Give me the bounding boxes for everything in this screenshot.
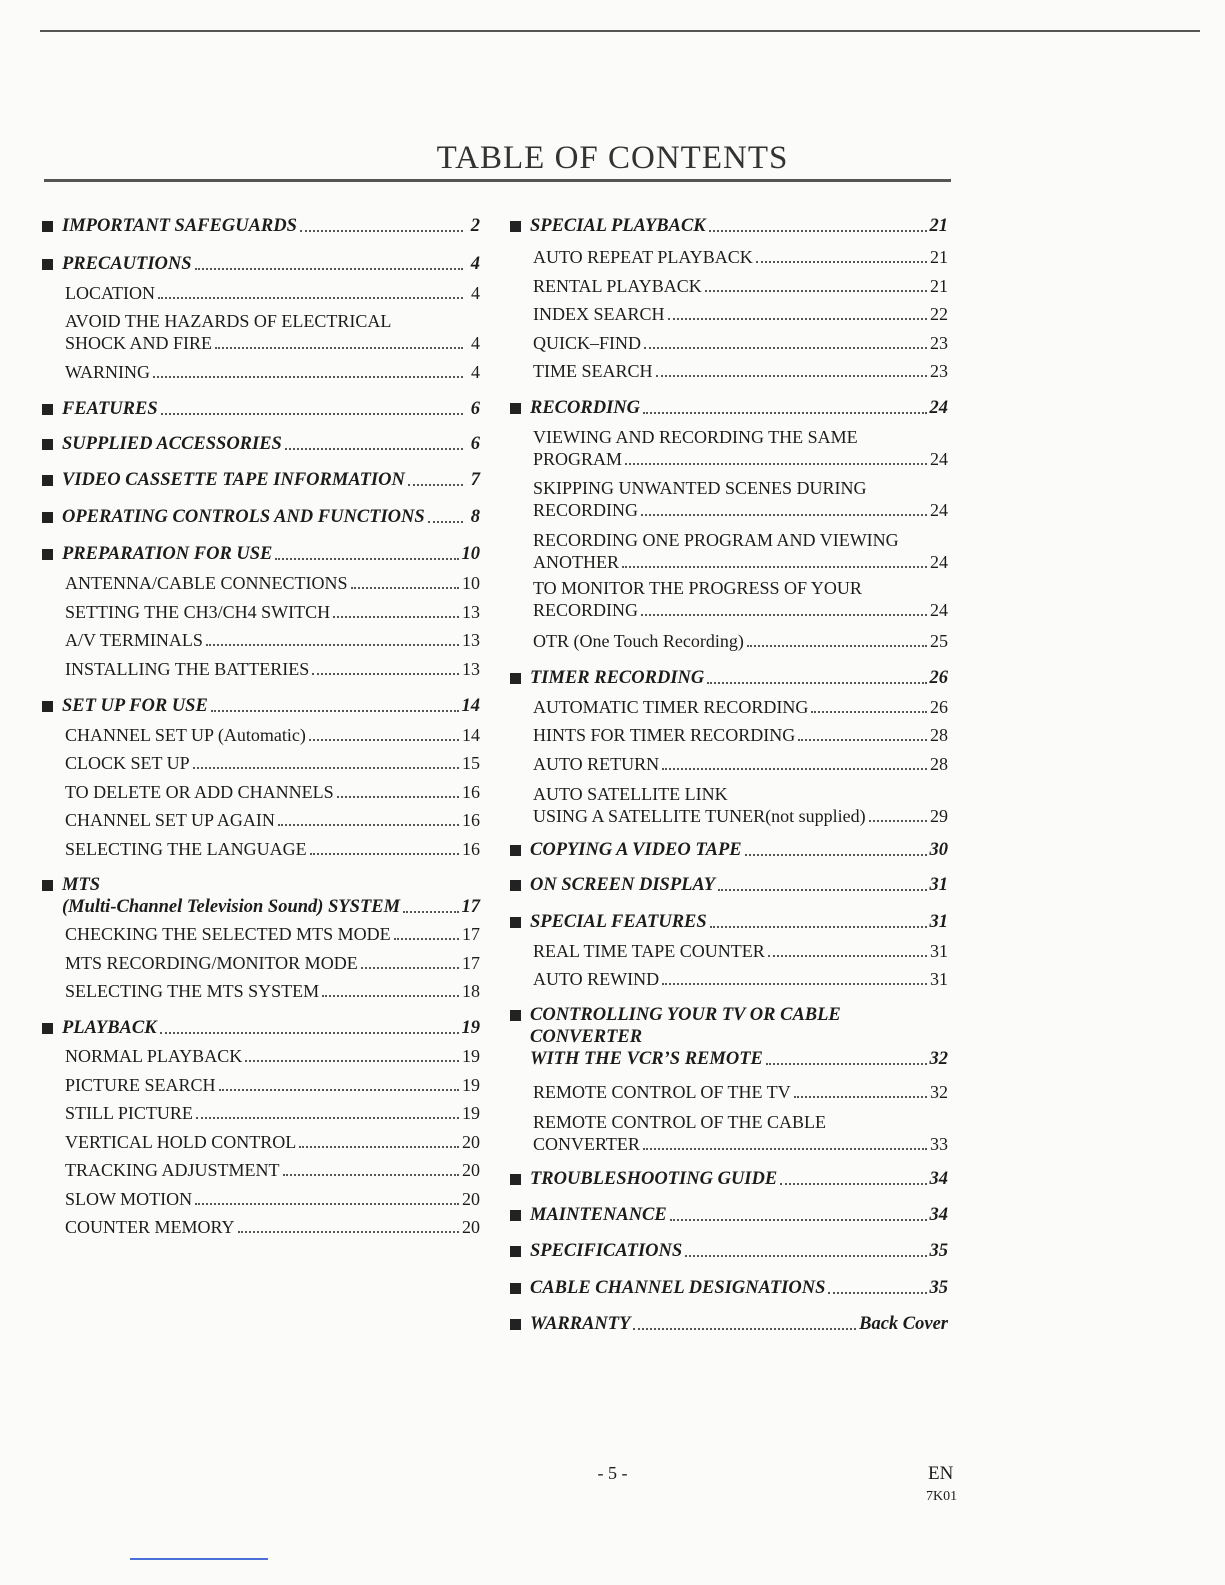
toc-subsection <box>40 838 480 860</box>
toc-label-line: CONTROLLING YOUR TV OR CABLE <box>530 1005 841 1025</box>
dot-leader <box>333 616 459 618</box>
toc-label: SETTING THE CH3/CH4 SWITCH <box>65 602 331 622</box>
toc-section <box>40 253 480 275</box>
dot-leader <box>705 290 927 292</box>
dot-leader <box>309 739 459 741</box>
dot-leader <box>158 297 463 299</box>
toc-label: RENTAL PLAYBACK <box>533 276 702 296</box>
toc-page-number: 4 <box>471 362 480 382</box>
square-bullet-icon <box>510 845 521 856</box>
dot-leader <box>780 1183 926 1185</box>
toc-subsection <box>40 601 480 623</box>
square-bullet-icon <box>510 1010 521 1021</box>
title-rule <box>44 179 951 182</box>
toc-subsection <box>508 1081 948 1103</box>
toc-page-number: 19 <box>461 1018 480 1038</box>
toc-subsection <box>40 1074 480 1096</box>
toc-label: TO DELETE OR ADD CHANNELS <box>65 782 334 802</box>
toc-label: PLAYBACK <box>62 1018 157 1038</box>
toc-section <box>40 543 480 565</box>
toc-label: TIMER RECORDING <box>530 668 705 688</box>
toc-label: IMPORTANT SAFEGUARDS <box>62 216 297 236</box>
toc-subsection <box>508 426 948 470</box>
toc-page-number: 24 <box>929 398 948 418</box>
dot-leader <box>403 911 458 913</box>
dot-leader <box>756 261 927 263</box>
toc-label: SHOCK AND FIRE <box>65 333 213 353</box>
toc-section <box>508 1277 948 1299</box>
toc-label: VIDEO CASSETTE TAPE INFORMATION <box>62 470 405 490</box>
toc-label: WARNING <box>65 362 150 382</box>
toc-page-number: 34 <box>929 1205 948 1225</box>
dot-leader <box>798 739 927 741</box>
toc-label: PICTURE SEARCH <box>65 1075 216 1095</box>
dot-leader <box>160 1032 459 1034</box>
toc-page-number: 6 <box>470 399 480 419</box>
toc-label-line: AVOID THE HAZARDS OF ELECTRICAL <box>65 311 392 331</box>
square-bullet-icon <box>510 917 521 928</box>
dot-leader <box>312 673 459 675</box>
toc-subsection <box>508 968 948 990</box>
toc-page-number: 21 <box>930 276 948 296</box>
toc-page-number: 16 <box>462 810 480 830</box>
toc-page-number: 13 <box>462 659 480 679</box>
toc-page-number: 30 <box>929 840 948 860</box>
toc-page-number: 14 <box>462 725 480 745</box>
square-bullet-icon <box>42 701 53 712</box>
toc-page-number: 35 <box>929 1278 948 1298</box>
toc-label: TIME SEARCH <box>533 361 653 381</box>
toc-page-number: 18 <box>462 981 480 1001</box>
toc-page-number: 16 <box>462 839 480 859</box>
square-bullet-icon <box>42 404 53 415</box>
toc-page-number: 26 <box>929 668 948 688</box>
toc-section <box>40 874 480 918</box>
toc-page-number: 26 <box>930 697 948 717</box>
toc-page-number: 17 <box>462 924 480 944</box>
toc-label: INDEX SEARCH <box>533 304 665 324</box>
toc-page-number: 31 <box>929 912 948 932</box>
toc-subsection <box>40 282 480 304</box>
top-rule <box>40 30 1200 32</box>
dot-leader <box>685 1255 926 1257</box>
dot-leader <box>299 1146 459 1148</box>
toc-page-number: 34 <box>929 1169 948 1189</box>
toc-page-number: 20 <box>462 1132 480 1152</box>
toc-page-number: 33 <box>930 1134 948 1154</box>
toc-subsection <box>508 477 948 521</box>
toc-section <box>40 506 480 528</box>
dot-leader <box>828 1292 926 1294</box>
toc-page-number: 17 <box>462 953 480 973</box>
toc-page-number: 21 <box>929 216 948 236</box>
toc-section <box>508 1313 948 1335</box>
toc-page-number: 13 <box>462 602 480 622</box>
toc-page-number: 23 <box>930 333 948 353</box>
toc-label: PROGRAM <box>533 449 623 469</box>
dot-leader <box>768 955 927 957</box>
square-bullet-icon <box>510 673 521 684</box>
toc-label: SELECTING THE MTS SYSTEM <box>65 981 320 1001</box>
toc-label: CABLE CHANNEL DESIGNATIONS <box>530 1278 826 1298</box>
toc-label: RECORDING <box>530 398 640 418</box>
toc-subsection <box>508 630 948 652</box>
square-bullet-icon <box>510 403 521 414</box>
toc-label: NORMAL PLAYBACK <box>65 1046 243 1066</box>
toc-label-line: AUTO SATELLITE LINK <box>533 784 728 804</box>
toc-label-line: REMOTE CONTROL OF THE CABLE <box>533 1112 827 1132</box>
toc-page-number: 31 <box>929 875 948 895</box>
dot-leader <box>707 682 926 684</box>
toc-label: STILL PICTURE <box>65 1103 193 1123</box>
toc-page-number: 13 <box>462 630 480 650</box>
toc-label: OTR (One Touch Recording) <box>533 631 744 651</box>
scan-mark <box>130 1558 268 1560</box>
toc-subsection <box>508 1111 948 1155</box>
dot-leader <box>153 376 463 378</box>
square-bullet-icon <box>510 221 521 232</box>
toc-page-number: 32 <box>930 1082 948 1102</box>
dot-leader <box>161 413 463 415</box>
square-bullet-icon <box>42 512 53 523</box>
square-bullet-icon <box>510 1174 521 1185</box>
page-title: TABLE OF CONTENTS <box>436 140 789 176</box>
toc-page-number: 4 <box>471 283 480 303</box>
dot-leader <box>668 318 927 320</box>
toc-label: MAINTENANCE <box>530 1205 667 1225</box>
toc-label: LOCATION <box>65 283 155 303</box>
toc-section <box>40 469 480 491</box>
toc-page-number: 32 <box>929 1049 948 1069</box>
toc-label: QUICK–FIND <box>533 333 641 353</box>
toc-page-number: 4 <box>471 333 480 353</box>
toc-page-number: 10 <box>461 544 480 564</box>
square-bullet-icon <box>42 475 53 486</box>
square-bullet-icon <box>42 549 53 560</box>
dot-leader <box>710 926 927 928</box>
dot-leader <box>662 983 927 985</box>
toc-label: SUPPLIED ACCESSORIES <box>62 434 282 454</box>
toc-subsection <box>40 752 480 774</box>
dot-leader <box>337 796 459 798</box>
dot-leader <box>278 824 459 826</box>
dot-leader <box>794 1096 927 1098</box>
dot-leader <box>633 1328 856 1330</box>
toc-subsection <box>40 629 480 651</box>
toc-section <box>508 397 948 419</box>
toc-subsection <box>40 1131 480 1153</box>
toc-label: FEATURES <box>62 399 158 419</box>
toc-label: PRECAUTIONS <box>62 254 192 274</box>
dot-leader <box>195 268 463 270</box>
toc-label: VERTICAL HOLD CONTROL <box>65 1132 297 1152</box>
square-bullet-icon <box>510 1283 521 1294</box>
dot-leader <box>745 854 927 856</box>
dot-leader <box>662 768 927 770</box>
square-bullet-icon <box>42 1023 53 1034</box>
toc-subsection <box>40 809 480 831</box>
toc-page-number: 16 <box>462 782 480 802</box>
toc-label: CHANNEL SET UP (Automatic) <box>65 725 306 745</box>
toc-label: AUTO REWIND <box>533 969 660 989</box>
toc-label: SPECIAL FEATURES <box>530 912 707 932</box>
toc-subsection <box>508 577 948 621</box>
toc-label: SLOW MOTION <box>65 1189 193 1209</box>
toc-section <box>508 1004 948 1070</box>
square-bullet-icon <box>42 221 53 232</box>
dot-leader <box>195 1203 459 1205</box>
toc-section <box>508 839 948 861</box>
toc-subsection <box>40 361 480 383</box>
toc-label: (Multi-Channel Television Sound) SYSTEM <box>62 897 401 917</box>
toc-page-number: 17 <box>461 897 480 917</box>
toc-subsection <box>40 724 480 746</box>
toc-label: RECORDING <box>533 600 639 620</box>
toc-page-number: 19 <box>462 1046 480 1066</box>
dot-leader <box>766 1063 927 1065</box>
toc-page-number: 6 <box>470 434 480 454</box>
toc-page-number: 25 <box>930 631 948 651</box>
toc-section <box>508 215 948 237</box>
toc-section <box>40 398 480 420</box>
dot-leader <box>641 614 927 616</box>
toc-page-number: Back Cover <box>859 1314 948 1334</box>
toc-page-number: 31 <box>930 941 948 961</box>
toc-section <box>508 874 948 896</box>
toc-label: ON SCREEN DISPLAY <box>530 875 716 895</box>
dot-leader <box>245 1060 459 1062</box>
dot-leader <box>196 1117 459 1119</box>
toc-label: ANOTHER <box>533 552 619 572</box>
toc-section <box>40 695 480 717</box>
toc-subsection <box>40 1216 480 1238</box>
toc-subsection <box>508 332 948 354</box>
toc-subsection <box>508 529 948 573</box>
toc-label-line: TO MONITOR THE PROGRESS OF YOUR <box>533 578 862 598</box>
toc-label: CHECKING THE SELECTED MTS MODE <box>65 924 391 944</box>
toc-subsection <box>40 658 480 680</box>
dot-leader <box>811 711 927 713</box>
dot-leader <box>206 644 459 646</box>
toc-subsection <box>40 1045 480 1067</box>
dot-leader <box>625 463 927 465</box>
toc-page-number: 10 <box>462 573 480 593</box>
toc-label: PREPARATION FOR USE <box>62 544 273 564</box>
toc-label: SPECIFICATIONS <box>530 1241 683 1261</box>
dot-leader <box>869 820 927 822</box>
toc-page-number: 20 <box>462 1160 480 1180</box>
toc-label: SELECTING THE LANGUAGE <box>65 839 307 859</box>
toc-page-number: 28 <box>930 754 948 774</box>
toc-label: MTS RECORDING/MONITOR MODE <box>65 953 358 973</box>
dot-leader <box>394 938 459 940</box>
dot-leader <box>310 853 459 855</box>
dot-leader <box>275 558 458 560</box>
toc-page-number: 19 <box>462 1103 480 1123</box>
toc-page-number: 15 <box>462 753 480 773</box>
toc-label: A/V TERMINALS <box>65 630 203 650</box>
toc-page-number: 28 <box>930 725 948 745</box>
toc-subsection <box>508 696 948 718</box>
toc-subsection <box>40 1159 480 1181</box>
dot-leader <box>285 448 463 450</box>
toc-subsection <box>508 753 948 775</box>
square-bullet-icon <box>42 439 53 450</box>
dot-leader <box>718 889 926 891</box>
toc-label: WITH THE VCR’S REMOTE <box>530 1049 763 1069</box>
toc-page-number: 8 <box>470 507 480 527</box>
dot-leader <box>622 566 927 568</box>
toc-subsection <box>40 1188 480 1210</box>
square-bullet-icon <box>42 259 53 270</box>
dot-leader <box>428 521 463 523</box>
toc-label: AUTO RETURN <box>533 754 660 774</box>
toc-page-number: 22 <box>930 304 948 324</box>
document-code: 7K01 <box>926 1489 958 1504</box>
toc-page-number: 23 <box>930 361 948 381</box>
dot-leader <box>215 347 463 349</box>
toc-section <box>508 1168 948 1190</box>
dot-leader <box>408 484 463 486</box>
toc-subsection <box>40 952 480 974</box>
toc-page-number: 31 <box>930 969 948 989</box>
dot-leader <box>644 347 927 349</box>
toc-label: REMOTE CONTROL OF THE TV <box>533 1082 791 1102</box>
toc-section <box>508 1204 948 1226</box>
toc-label: TRACKING ADJUSTMENT <box>65 1160 280 1180</box>
dot-leader <box>351 587 460 589</box>
square-bullet-icon <box>510 880 521 891</box>
toc-subsection <box>508 275 948 297</box>
dot-leader <box>211 710 459 712</box>
toc-section <box>40 1017 480 1039</box>
toc-label-line: VIEWING AND RECORDING THE SAME <box>533 427 858 447</box>
language-code: EN <box>928 1463 954 1484</box>
toc-label: CLOCK SET UP <box>65 753 190 773</box>
square-bullet-icon <box>510 1210 521 1221</box>
square-bullet-icon <box>510 1319 521 1330</box>
toc-page-number: 14 <box>461 696 480 716</box>
toc-section <box>508 1240 948 1262</box>
toc-label-line: SKIPPING UNWANTED SCENES DURING <box>533 478 867 498</box>
toc-label: OPERATING CONTROLS AND FUNCTIONS <box>62 507 425 527</box>
dot-leader <box>361 967 459 969</box>
toc-subsection <box>40 980 480 1002</box>
toc-subsection <box>508 783 948 827</box>
toc-page-number: 24 <box>930 500 948 520</box>
toc-subsection <box>508 360 948 382</box>
dot-leader <box>238 1231 459 1233</box>
toc-label: REAL TIME TAPE COUNTER <box>533 941 765 961</box>
toc-subsection <box>40 1102 480 1124</box>
toc-subsection <box>40 923 480 945</box>
toc-page-number: 24 <box>930 449 948 469</box>
toc-label: USING A SATELLITE TUNER(not supplied) <box>533 806 866 826</box>
toc-subsection <box>508 724 948 746</box>
toc-label: COPYING A VIDEO TAPE <box>530 840 742 860</box>
toc-page-number: 24 <box>930 600 948 620</box>
toc-subsection <box>40 781 480 803</box>
toc-label: TROUBLESHOOTING GUIDE <box>530 1169 778 1189</box>
toc-subsection <box>508 246 948 268</box>
dot-leader <box>670 1219 927 1221</box>
toc-page-number: 19 <box>462 1075 480 1095</box>
toc-label-line: MTS <box>62 875 101 895</box>
toc-label: CHANNEL SET UP AGAIN <box>65 810 275 830</box>
toc-label: INSTALLING THE BATTERIES <box>65 659 310 679</box>
toc-subsection <box>40 572 480 594</box>
toc-label: CONVERTER <box>533 1134 640 1154</box>
toc-page-number: 21 <box>930 247 948 267</box>
toc-page-number: 20 <box>462 1217 480 1237</box>
toc-label: SPECIAL PLAYBACK <box>530 216 706 236</box>
toc-page-number: 24 <box>930 552 948 572</box>
toc-section <box>508 667 948 689</box>
toc-label: AUTOMATIC TIMER RECORDING <box>533 697 809 717</box>
toc-page-number: 20 <box>462 1189 480 1209</box>
page-number: - 5 - <box>597 1463 628 1483</box>
dot-leader <box>643 412 927 414</box>
dot-leader <box>300 230 463 232</box>
toc-subsection <box>40 310 480 354</box>
toc-section <box>508 911 948 933</box>
toc-page-number: 7 <box>470 470 480 490</box>
dot-leader <box>219 1089 459 1091</box>
toc-label-line: CONVERTER <box>530 1027 643 1047</box>
toc-page-number: 35 <box>929 1241 948 1261</box>
dot-leader <box>656 375 927 377</box>
toc-page-number: 4 <box>470 254 480 274</box>
dot-leader <box>641 514 927 516</box>
dot-leader <box>283 1174 459 1176</box>
toc-page-number: 2 <box>470 216 480 236</box>
toc-label: RECORDING <box>533 500 639 520</box>
toc-label: HINTS FOR TIMER RECORDING <box>533 725 796 745</box>
dot-leader <box>747 645 927 647</box>
toc-page-number: 29 <box>930 806 948 826</box>
dot-leader <box>322 995 459 997</box>
toc-label-line: RECORDING ONE PROGRAM AND VIEWING <box>533 530 899 550</box>
dot-leader <box>643 1148 927 1150</box>
toc-label: AUTO REPEAT PLAYBACK <box>533 247 753 267</box>
square-bullet-icon <box>510 1246 521 1257</box>
toc-subsection <box>508 940 948 962</box>
toc-label: WARRANTY <box>530 1314 631 1334</box>
dot-leader <box>193 767 459 769</box>
toc-label: COUNTER MEMORY <box>65 1217 235 1237</box>
toc-section <box>40 215 480 237</box>
toc-label: ANTENNA/CABLE CONNECTIONS <box>65 573 348 593</box>
dot-leader <box>709 230 927 232</box>
toc-subsection <box>508 303 948 325</box>
square-bullet-icon <box>42 880 53 891</box>
toc-label: SET UP FOR USE <box>62 696 208 716</box>
toc-section <box>40 433 480 455</box>
